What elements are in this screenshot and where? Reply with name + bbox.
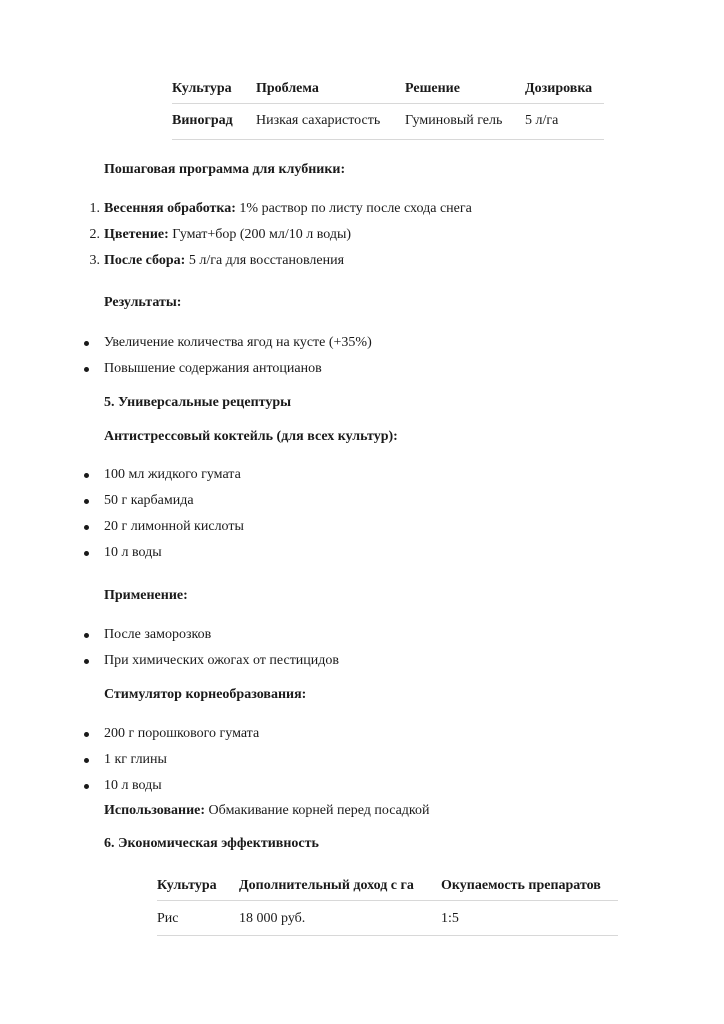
table-header-cell: Окупаемость препаратов bbox=[441, 877, 601, 893]
step-label: После сбора: bbox=[104, 253, 186, 268]
application-list bbox=[104, 622, 339, 674]
step-label: Весенняя обработка: bbox=[104, 201, 236, 216]
bullet-icon bbox=[84, 633, 89, 638]
root-stimulator-heading: Стимулятор корнеобразования: bbox=[104, 687, 307, 702]
bullet-icon bbox=[84, 758, 89, 763]
strawberry-steps-list bbox=[89, 196, 472, 274]
strawberry-program-heading: Пошаговая программа для клубники: bbox=[104, 162, 346, 177]
bullet-icon bbox=[84, 341, 89, 346]
table-cell: 18 000 руб. bbox=[239, 911, 306, 926]
economic-efficiency-table bbox=[157, 872, 617, 939]
table-divider bbox=[157, 935, 618, 936]
table-cell: Низкая сахаристость bbox=[256, 113, 381, 128]
list-item: 1 кг глины bbox=[104, 747, 259, 773]
step-text: 1% раствор по листу после схода снега bbox=[235, 201, 472, 216]
list-number: 3. bbox=[89, 253, 100, 268]
table-cell: 1:5 bbox=[441, 911, 459, 926]
table-divider bbox=[172, 103, 604, 104]
usage-text: Обмакивание корней перед посадкой bbox=[205, 803, 430, 818]
table-divider bbox=[172, 139, 604, 140]
bullet-icon bbox=[84, 784, 89, 789]
step-text: 5 л/га для восстановления bbox=[185, 253, 345, 268]
bullet-icon bbox=[84, 473, 89, 478]
list-item: 20 г лимонной кислоты bbox=[104, 514, 244, 540]
bullet-icon bbox=[84, 525, 89, 530]
table-header-cell: Культура bbox=[172, 81, 232, 96]
crop-problem-table bbox=[172, 76, 607, 140]
table-row bbox=[157, 899, 617, 939]
table-header-cell: Дозировка bbox=[525, 81, 593, 96]
table-header-cell: Культура bbox=[157, 877, 217, 893]
application-heading: Применение: bbox=[104, 588, 188, 603]
list-item bbox=[89, 222, 472, 248]
list-item bbox=[89, 196, 472, 222]
usage-paragraph bbox=[104, 803, 430, 819]
bullet-icon bbox=[84, 499, 89, 504]
list-number: 1. bbox=[89, 201, 100, 216]
table-cell: Рис bbox=[157, 911, 179, 926]
bullet-icon bbox=[84, 659, 89, 664]
table-header-row bbox=[172, 76, 607, 102]
cocktail-ingredients-list bbox=[104, 462, 244, 566]
table-header-cell: Решение bbox=[405, 81, 460, 96]
list-item: 10 л воды bbox=[104, 540, 244, 566]
table-divider bbox=[157, 900, 618, 901]
list-item: 10 л воды bbox=[104, 773, 259, 799]
list-item: 100 мл жидкого гумата bbox=[104, 462, 244, 488]
bullet-icon bbox=[84, 551, 89, 556]
table-header-row bbox=[157, 872, 617, 899]
table-cell: Гуминовый гель bbox=[405, 113, 503, 128]
usage-label: Использование: bbox=[104, 803, 206, 818]
list-item: Увеличение количества ягод на кусте (+35%) bbox=[104, 330, 372, 356]
results-list bbox=[104, 330, 372, 382]
results-heading: Результаты: bbox=[104, 295, 182, 310]
list-item: После заморозков bbox=[104, 622, 339, 648]
list-item bbox=[89, 248, 472, 274]
table-cell: Виноград bbox=[172, 113, 233, 128]
table-row bbox=[172, 102, 607, 140]
cocktail-heading: Антистрессовый коктейль (для всех культур): bbox=[104, 429, 398, 444]
table-header-cell: Дополнительный доход с га bbox=[239, 877, 414, 893]
list-item: При химических ожогах от пестицидов bbox=[104, 648, 339, 674]
section-5-heading: 5. Универсальные рецептуры bbox=[104, 395, 292, 410]
step-text: Гумат+бор (200 мл/10 л воды) bbox=[168, 227, 352, 242]
list-number: 2. bbox=[89, 227, 100, 242]
list-item: Повышение содержания антоцианов bbox=[104, 356, 372, 382]
step-label: Цветение: bbox=[104, 227, 169, 242]
table-cell: 5 л/га bbox=[525, 113, 559, 128]
table-header-cell: Проблема bbox=[256, 81, 319, 96]
root-stimulator-list bbox=[104, 721, 259, 799]
section-6-heading: 6. Экономическая эффективность bbox=[104, 836, 319, 851]
list-item: 200 г порошкового гумата bbox=[104, 721, 259, 747]
list-item: 50 г карбамида bbox=[104, 488, 244, 514]
bullet-icon bbox=[84, 732, 89, 737]
bullet-icon bbox=[84, 367, 89, 372]
